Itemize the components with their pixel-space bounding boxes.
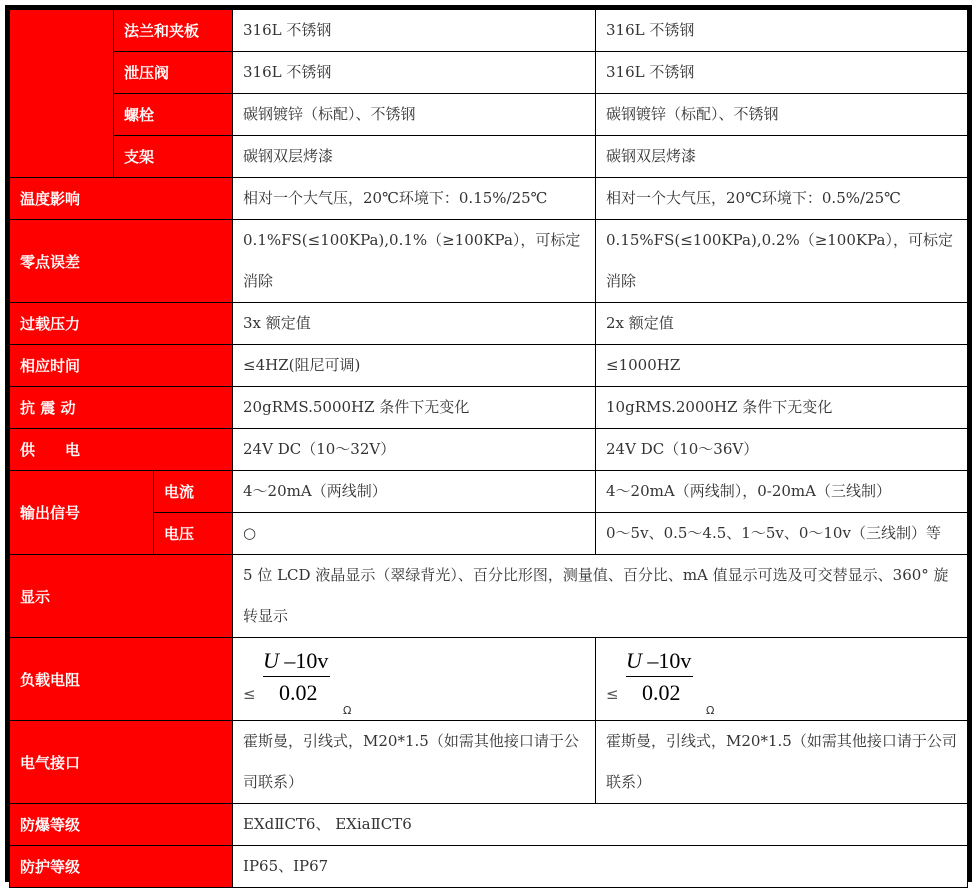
cell-display-value: 5 位 LCD 液晶显示（翠绿背光）、百分比形图，测量值、百分比、mA 值显示可选及可交替显示、360° 旋转显示: [233, 555, 968, 638]
table-row: [10, 220, 968, 303]
cell-electrical-col2: 霍斯曼，引线式，M20*1.5（如需其他接口请于公司联系）: [596, 721, 968, 804]
cell-bracket-col2: 碳钢双层烤漆: [596, 136, 968, 178]
table-row: [10, 846, 968, 888]
row-label-flange: 法兰和夹板: [114, 10, 233, 52]
row-label-temperature: 温度影响: [10, 178, 233, 220]
table-row: [10, 471, 968, 513]
materials-group-label: [10, 10, 114, 178]
row-label-bolt: 螺栓: [114, 94, 233, 136]
row-label-explosion: 防爆等级: [10, 804, 233, 846]
cell-overload-col2: 2x 额定值: [596, 303, 968, 345]
table-row: [10, 178, 968, 220]
table-row: [10, 303, 968, 345]
load-formula: [606, 644, 726, 717]
cell-response-col1: ≤4HZ(阻尼可调): [233, 345, 596, 387]
load-formula: [243, 644, 363, 717]
table-row: [10, 429, 968, 471]
table-row: [10, 513, 968, 555]
row-label-display: 显示: [10, 555, 233, 638]
cell-voltage-col2: 0～5v、0.5～4.5、1～5v、0～10v（三线制）等: [596, 513, 968, 555]
table-row: [10, 721, 968, 804]
row-label-power: 供 电: [10, 429, 233, 471]
cell-flange-col1: 316L 不锈钢: [233, 10, 596, 52]
cell-vibration-col1: 20gRMS.5000HZ 条件下无变化: [233, 387, 596, 429]
formula-denominator: 0.02: [279, 680, 318, 705]
table-row: [10, 638, 968, 721]
row-label-vibration: 抗 震 动: [10, 387, 233, 429]
table-row: [10, 52, 968, 94]
table-row: [10, 804, 968, 846]
formula-numerator: U –10v: [626, 648, 693, 677]
table-row: [10, 10, 968, 52]
spec-table: [9, 9, 968, 888]
cell-bracket-col1: 碳钢双层烤漆: [233, 136, 596, 178]
row-label-output-signal: 输出信号: [10, 471, 154, 555]
cell-electrical-col1: 霍斯曼，引线式，M20*1.5（如需其他接口请于公司联系）: [233, 721, 596, 804]
cell-load-resistance-col1: [233, 638, 596, 721]
cell-power-col1: 24V DC（10～32V）: [233, 429, 596, 471]
cell-zero-error-col1: 0.1%FS(≤100KPa),0.1%（≥100KPa），可标定消除: [233, 220, 596, 303]
cell-current-col2: 4～20mA（两线制），0-20mA（三线制）: [596, 471, 968, 513]
table-row: [10, 94, 968, 136]
cell-power-col2: 24V DC（10～36V）: [596, 429, 968, 471]
cell-load-resistance-col2: [596, 638, 968, 721]
cell-voltage-col1: ○: [233, 513, 596, 555]
row-label-bracket: 支架: [114, 136, 233, 178]
less-equal-symbol: ≤: [606, 685, 619, 703]
cell-current-col1: 4～20mA（两线制）: [233, 471, 596, 513]
cell-temperature-col1: 相对一个大气压，20℃环境下：0.15%/25℃: [233, 178, 596, 220]
table-row: [10, 345, 968, 387]
row-label-voltage: 电压: [154, 513, 233, 555]
cell-overload-col1: 3x 额定值: [233, 303, 596, 345]
row-label-protection: 防护等级: [10, 846, 233, 888]
less-equal-symbol: ≤: [243, 685, 256, 703]
row-label-electrical: 电气接口: [10, 721, 233, 804]
row-label-current: 电流: [154, 471, 233, 513]
cell-flange-col2: 316L 不锈钢: [596, 10, 968, 52]
table-row: [10, 555, 968, 638]
row-label-relief-valve: 泄压阀: [114, 52, 233, 94]
cell-vibration-col2: 10gRMS.2000HZ 条件下无变化: [596, 387, 968, 429]
cell-protection-value: IP65、IP67: [233, 846, 968, 888]
ohm-unit: Ω: [706, 704, 715, 717]
table-row: [10, 136, 968, 178]
ohm-unit: Ω: [343, 704, 352, 717]
formula-numerator: U –10v: [263, 648, 330, 677]
formula-denominator: 0.02: [642, 680, 681, 705]
cell-explosion-value: EXdⅡCT6、 EXiaⅡCT6: [233, 804, 968, 846]
cell-zero-error-col2: 0.15%FS(≤100KPa),0.2%（≥100KPa），可标定消除: [596, 220, 968, 303]
cell-temperature-col2: 相对一个大气压，20℃环境下：0.5%/25℃: [596, 178, 968, 220]
cell-bolt-col2: 碳钢镀锌（标配）、不锈钢: [596, 94, 968, 136]
row-label-zero-error: 零点误差: [10, 220, 233, 303]
spec-sheet: [5, 5, 972, 882]
cell-relief-valve-col2: 316L 不锈钢: [596, 52, 968, 94]
row-label-response: 相应时间: [10, 345, 233, 387]
cell-relief-valve-col1: 316L 不锈钢: [233, 52, 596, 94]
table-row: [10, 387, 968, 429]
row-label-overload: 过载压力: [10, 303, 233, 345]
cell-bolt-col1: 碳钢镀锌（标配）、不锈钢: [233, 94, 596, 136]
cell-response-col2: ≤1000HZ: [596, 345, 968, 387]
row-label-load-resistance: 负载电阻: [10, 638, 233, 721]
